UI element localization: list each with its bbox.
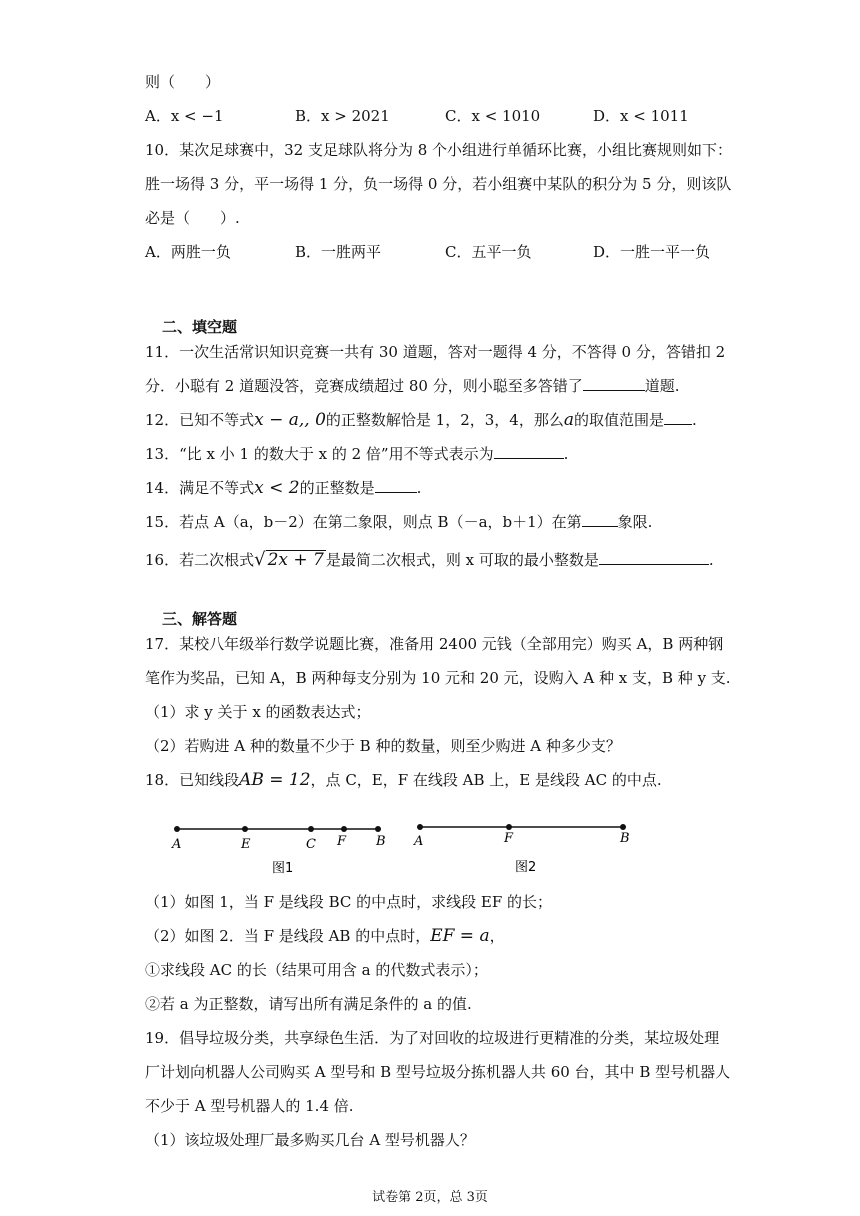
q10-option-d: D．一胜一平一负 xyxy=(593,243,711,261)
q14-text-c: . xyxy=(416,479,422,497)
point-b xyxy=(375,826,381,832)
figure-1 xyxy=(160,815,400,885)
label-f: F xyxy=(337,834,347,849)
q18-sub1: （1）如图 1，当 F 是线段 BC 的中点时，求线段 EF 的长； xyxy=(145,893,553,911)
q12-expression: x − a,, 0 xyxy=(254,410,326,430)
q18-sub3: ①求线段 AC 的长（结果可用含 a 的代数式表示）； xyxy=(145,961,488,979)
q12 xyxy=(145,410,697,430)
q10-line3: 必是（ ）. xyxy=(145,209,240,227)
q18-stem xyxy=(145,770,662,790)
q15-text-a: 15．若点 A（a，b－2）在第二象限，则点 B（－a，b＋1）在第 xyxy=(145,513,582,531)
section-answer-title: 三、解答题 xyxy=(162,610,238,628)
q13 xyxy=(145,444,568,464)
q18-text-b: ，点 C，E，F 在线段 AB 上，E 是线段 AC 的中点. xyxy=(310,771,662,789)
q13-text-b: . xyxy=(563,445,569,463)
label-b: B xyxy=(620,831,630,846)
q9-option-b: B．x > 2021 xyxy=(295,107,390,125)
figure-2-caption: 图2 xyxy=(515,860,537,875)
q18-sub4: ②若 a 为正整数，请写出所有满足条件的 a 的值. xyxy=(145,995,472,1013)
q11-line2b: 道题. xyxy=(644,377,680,395)
q12-text-c: 的取值范围是 xyxy=(574,411,665,429)
q18-sub2-expression: EF = a xyxy=(430,926,490,946)
q9-option-a: A．x < −1 xyxy=(145,107,224,125)
q16-text-c: . xyxy=(708,551,714,569)
q14-expression: x < 2 xyxy=(254,478,300,498)
point-f xyxy=(341,826,347,832)
figure-1-caption: 图1 xyxy=(272,861,294,876)
point-a xyxy=(174,826,180,832)
q18-sub2-text: （2）如图 2．当 F 是线段 AB 的中点时， xyxy=(145,927,431,945)
answer-blank xyxy=(494,444,564,459)
q16-text-a: 16．若二次根式 xyxy=(145,551,255,569)
q16 xyxy=(145,550,714,570)
q18-expression: AB = 12 xyxy=(239,770,311,790)
label-a: A xyxy=(414,834,424,849)
q17-sub1: （1）求 y 关于 x 的函数表达式； xyxy=(145,703,371,721)
q11-line2a: 分．小聪有 2 道题没答，竞赛成绩超过 80 分，则小聪至多答错了 xyxy=(145,377,583,395)
label-b: B xyxy=(376,834,386,849)
answer-blank xyxy=(599,550,709,565)
q16-radicand: 2x + 7 xyxy=(267,550,324,570)
answer-blank xyxy=(582,512,618,527)
q12-text-d: . xyxy=(692,411,697,429)
q10-line1: 10．某次足球赛中，32 支足球队将分为 8 个小组进行单循环比赛，小组比赛规则如下： xyxy=(145,141,733,159)
q17-line2: 笔作为奖品，已知 A，B 两种每支分别为 10 元和 20 元，设购入 A 种 x 支，B 种 y 支. xyxy=(145,669,731,687)
q12-text-b: 的正整数解恰是 1，2，3，4，那么 xyxy=(325,411,564,429)
answer-blank xyxy=(664,410,692,425)
q11-line2 xyxy=(145,376,680,396)
figure-2 xyxy=(405,815,645,885)
q19-line2: 厂计划向机器人公司购买 A 型号和 B 型号垃圾分拣机器人共 60 台，其中 B 型号机器人 xyxy=(145,1063,731,1081)
q14-text-a: 14．满足不等式 xyxy=(145,479,255,497)
radical-sign: √ xyxy=(254,549,266,570)
point-a xyxy=(417,824,423,830)
q14-text-b: 的正整数是 xyxy=(299,479,375,497)
label-a: A xyxy=(172,837,182,852)
point-f xyxy=(506,824,512,830)
q19-line3: 不少于 A 型号机器人的 1.4 倍. xyxy=(145,1097,354,1115)
section-fill-in-title: 二、填空题 xyxy=(162,318,238,336)
answer-blank xyxy=(375,478,417,493)
q17-sub2: （2）若购进 A 种的数量不少于 B 种的数量，则至少购进 A 种多少支？ xyxy=(145,737,621,755)
page-footer: 试卷第 2页，总 3页 xyxy=(372,1190,488,1205)
point-e xyxy=(242,826,248,832)
q12-text-a: 12．已知不等式 xyxy=(145,411,255,429)
q9-tail: 则（ ） xyxy=(145,73,221,91)
q10-option-c: C．五平一负 xyxy=(445,243,532,261)
q9-option-d: D．x < 1011 xyxy=(593,107,689,125)
q10-line2: 胜一场得 3 分，平一场得 1 分，负一场得 0 分，若小组赛中某队的积分为 5 分，则该队 xyxy=(145,175,732,193)
q15 xyxy=(145,512,652,532)
q10-option-b: B．一胜两平 xyxy=(295,243,382,261)
point-b xyxy=(620,824,626,830)
label-f: F xyxy=(504,831,514,846)
label-e: E xyxy=(241,837,251,852)
q12-variable: a xyxy=(563,410,574,430)
label-c: C xyxy=(306,837,316,852)
q18-sub2 xyxy=(145,926,505,946)
q14 xyxy=(145,478,421,498)
q11-line1: 11．一次生活常识知识竞赛一共有 30 道题，答对一题得 4 分，不答得 0 分，答错扣 2 xyxy=(145,343,726,361)
answer-blank xyxy=(583,376,645,391)
q16-text-b: 是最简二次根式，则 x 可取的最小整数是 xyxy=(325,551,599,569)
q19-line1: 19．倡导垃圾分类，共享绿色生活．为了对回收的垃圾进行更精准的分类，某垃圾处理 xyxy=(145,1029,720,1047)
q15-text-b: 象限. xyxy=(617,513,653,531)
point-c xyxy=(308,826,314,832)
q10-option-a: A．两胜一负 xyxy=(145,243,231,261)
q19-sub1: （1）该垃圾处理厂最多购买几台 A 型号机器人？ xyxy=(145,1131,475,1149)
q18-text-a: 18．已知线段 xyxy=(145,771,240,789)
q13-text-a: 13．“比 x 小 1 的数大于 x 的 2 倍”用不等式表示为 xyxy=(145,445,494,463)
q17-line1: 17．某校八年级举行数学说题比赛，准备用 2400 元钱（全部用完）购买 A，B 两种钢 xyxy=(145,635,724,653)
q18-sub2-text-b: ， xyxy=(489,927,505,945)
q9-option-c: C．x < 1010 xyxy=(445,107,541,125)
